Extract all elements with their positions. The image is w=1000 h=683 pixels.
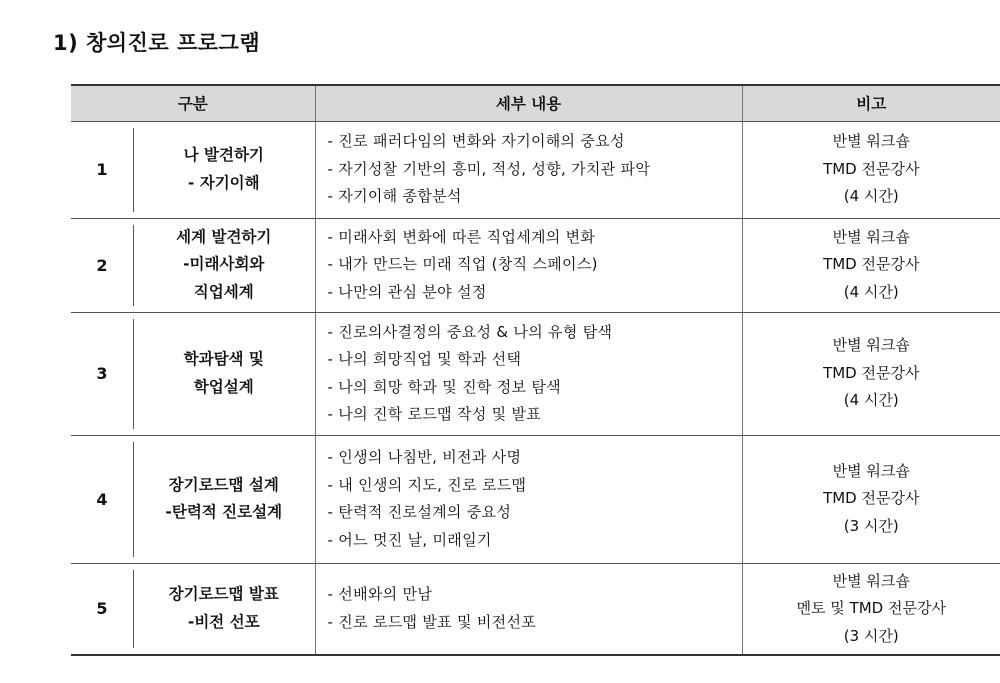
table-row bbox=[71, 563, 1000, 655]
row-details bbox=[315, 121, 742, 218]
title-line: -미래사회와 bbox=[183, 255, 265, 274]
row-notes bbox=[742, 312, 1000, 435]
detail-item: - 탄력적 진로설계의 중요성 bbox=[327, 503, 512, 521]
note-line: 멘토 및 TMD 전문강사 bbox=[796, 599, 946, 617]
program-table bbox=[71, 84, 1000, 656]
note-line: 반별 워크숍 bbox=[832, 461, 910, 480]
row-number: 4 bbox=[71, 435, 133, 563]
row-number: 1 bbox=[71, 121, 133, 218]
note-line: TMD 전문강사 bbox=[823, 363, 920, 382]
row-number: 2 bbox=[71, 218, 133, 312]
detail-item: - 미래사회 변화에 따른 직업세계의 변화 bbox=[327, 227, 596, 246]
title-line: 장기로드맵 설계 bbox=[168, 475, 279, 494]
title-line: 나 발견하기 bbox=[183, 146, 264, 164]
note-line: 반별 워크숍 bbox=[832, 227, 910, 246]
row-details bbox=[315, 435, 742, 563]
row-title bbox=[133, 312, 315, 435]
title-line: 학업설계 bbox=[193, 377, 254, 396]
title-line: -비전 선포 bbox=[187, 612, 260, 631]
table-row bbox=[71, 218, 1000, 312]
detail-item: - 자기성찰 기반의 흥미, 적성, 성향, 가치관 파악 bbox=[327, 159, 651, 178]
detail-item: - 진로의사결정의 중요성 & 나의 유형 탐색 bbox=[327, 322, 613, 341]
note-line: 반별 워크숍 bbox=[832, 132, 910, 151]
row-details bbox=[315, 312, 742, 435]
detail-item: - 인생의 나침반, 비전과 사명 bbox=[327, 448, 522, 466]
note-line: (4 시간) bbox=[843, 282, 899, 301]
table-row bbox=[71, 435, 1000, 563]
detail-item: - 내 인생의 지도, 진로 로드맵 bbox=[327, 475, 527, 494]
row-title bbox=[133, 435, 315, 563]
title-line: 학과탐색 및 bbox=[183, 350, 264, 368]
title-line: 직업세계 bbox=[193, 282, 254, 301]
table-row bbox=[71, 312, 1000, 435]
note-line: (4 시간) bbox=[843, 391, 899, 410]
detail-item: - 나만의 관심 분야 설정 bbox=[327, 282, 487, 301]
row-details bbox=[315, 563, 742, 655]
row-title bbox=[133, 121, 315, 218]
detail-item: - 나의 희망직업 및 학과 선택 bbox=[327, 350, 522, 368]
note-line: TMD 전문강사 bbox=[823, 255, 920, 274]
note-line: (3 시간) bbox=[843, 516, 899, 535]
table-header-row bbox=[71, 85, 1000, 121]
header-notes: 비고 bbox=[742, 85, 1000, 121]
title-line: 세계 발견하기 bbox=[176, 227, 272, 246]
note-line: 반별 워크숍 bbox=[832, 571, 910, 590]
row-notes bbox=[742, 121, 1000, 218]
detail-item: - 진로 로드맵 발표 및 비전선포 bbox=[327, 612, 537, 631]
title-line: 장기로드맵 발표 bbox=[168, 585, 279, 604]
detail-item: - 어느 멋진 날, 미래일기 bbox=[327, 530, 492, 549]
row-notes bbox=[742, 218, 1000, 312]
title-line: -탄력적 진로설계 bbox=[165, 503, 283, 521]
detail-item: - 자기이해 종합분석 bbox=[327, 187, 462, 206]
row-title bbox=[133, 218, 315, 312]
detail-item: - 나의 희망 학과 및 진학 정보 탐색 bbox=[327, 377, 561, 396]
row-title bbox=[133, 563, 315, 655]
header-details: 세부 내용 bbox=[315, 85, 742, 121]
note-line: (3 시간) bbox=[843, 626, 899, 645]
row-notes bbox=[742, 435, 1000, 563]
table-row bbox=[71, 121, 1000, 218]
detail-item: - 나의 진학 로드맵 작성 및 발표 bbox=[327, 405, 542, 423]
row-number: 3 bbox=[71, 312, 133, 435]
title-line: - 자기이해 bbox=[187, 173, 260, 192]
detail-item: - 선배와의 만남 bbox=[327, 585, 433, 604]
note-line: (4 시간) bbox=[843, 187, 899, 206]
note-line: 반별 워크숍 bbox=[832, 336, 910, 355]
row-number: 5 bbox=[71, 563, 133, 655]
note-line: TMD 전문강사 bbox=[823, 159, 920, 178]
detail-item: - 내가 만드는 미래 직업 (창직 스페이스) bbox=[327, 255, 598, 274]
row-details bbox=[315, 218, 742, 312]
note-line: TMD 전문강사 bbox=[823, 489, 920, 508]
row-notes bbox=[742, 563, 1000, 655]
detail-item: - 진로 패러다임의 변화와 자기이해의 중요성 bbox=[327, 132, 625, 151]
header-category: 구분 bbox=[71, 85, 315, 121]
section-heading: 1) 창의진로 프로그램 bbox=[53, 31, 261, 55]
